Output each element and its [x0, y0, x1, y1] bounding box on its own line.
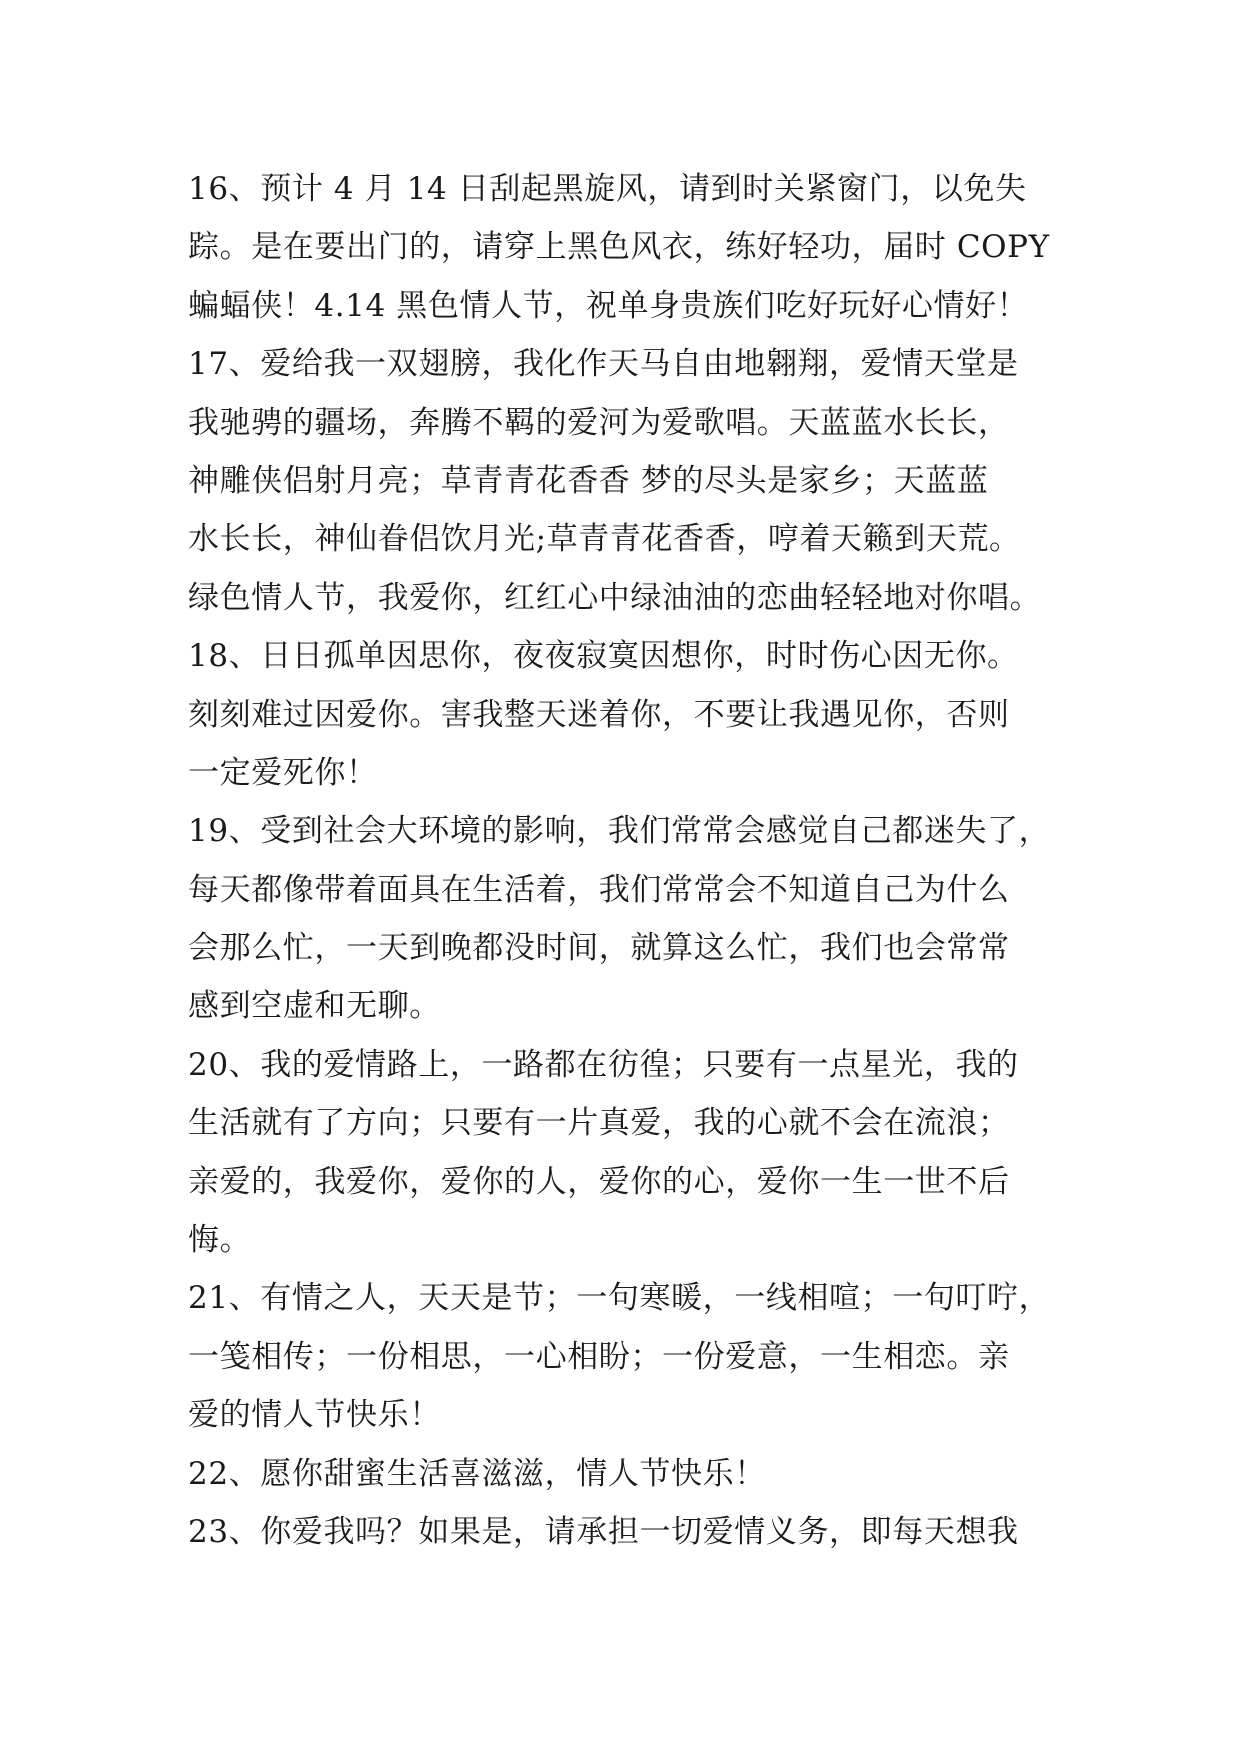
- text-line: 16、预计 4 月 14 日刮起黑旋风，请到时关紧窗门，以免失: [188, 171, 1027, 207]
- text-line: 亲爱的，我爱你，爱你的人，爱你的心，爱你一生一世不后: [188, 1163, 1010, 1200]
- text-line: 20、我的爱情路上，一路都在彷徨；只要有一点星光，我的: [188, 1046, 1019, 1083]
- text-line: 每天都像带着面具在生活着，我们常常会不知道自己为什么: [188, 871, 1010, 908]
- text-line: 一笺相传；一份相思，一心相盼；一份爱意，一生相恋。亲: [188, 1338, 1010, 1375]
- text-line: 爱的情人节快乐！: [188, 1397, 441, 1434]
- text-line: 踪。是在要出门的，请穿上黑色风衣，练好轻功，届时 COPY: [188, 229, 1050, 266]
- text-line: 神雕侠侣射月亮；草青青花香香 梦的尽头是家乡；天蓝蓝: [188, 462, 989, 499]
- text-line: 我驰骋的疆场，奔腾不羁的爱河为爱歌唱。天蓝蓝水长长，: [188, 404, 1010, 441]
- text-line: 水长长，神仙眷侣饮月光;草青青花香香，哼着天籁到天荒。: [188, 521, 1021, 558]
- text-line: 会那么忙，一天到晚都没时间，就算这么忙，我们也会常常: [188, 930, 1010, 967]
- text-line: 21、有情之人，天天是节；一句寒暖，一线相喧；一句叮咛，: [188, 1280, 1051, 1317]
- text-line: 刻刻难过因爱你。害我整天迷着你，不要让我遇见你，否则: [188, 696, 1010, 733]
- text-line: 19、受到社会大环境的影响，我们常常会感觉自己都迷失了，: [188, 813, 1051, 850]
- text-line: 23、你爱我吗？如果是，请承担一切爱情义务，即每天想我: [188, 1513, 1019, 1550]
- text-line: 22、愿你甜蜜生活喜滋滋，情人节快乐！: [188, 1455, 766, 1492]
- text-line: 绿色情人节，我爱你，红红心中绿油油的恋曲轻轻地对你唱。: [188, 579, 1042, 616]
- text-line: 悔。: [188, 1222, 252, 1259]
- document-body: [188, 160, 1068, 1561]
- text-line: 18、日日孤单因思你，夜夜寂寞因想你，时时伤心因无你。: [188, 638, 1019, 675]
- text-line: 生活就有了方向；只要有一片真爱，我的心就不会在流浪；: [188, 1105, 1010, 1142]
- text-line: 一定爱死你！: [188, 754, 378, 791]
- text-line: 感到空虚和无聊。: [188, 988, 441, 1025]
- text-line: 17、爱给我一双翅膀，我化作天马自由地翱翔，爱情天堂是: [188, 346, 1019, 383]
- text-line: 蝙蝠侠！4.14 黑色情人节，祝单身贵族们吃好玩好心情好！: [188, 287, 1029, 324]
